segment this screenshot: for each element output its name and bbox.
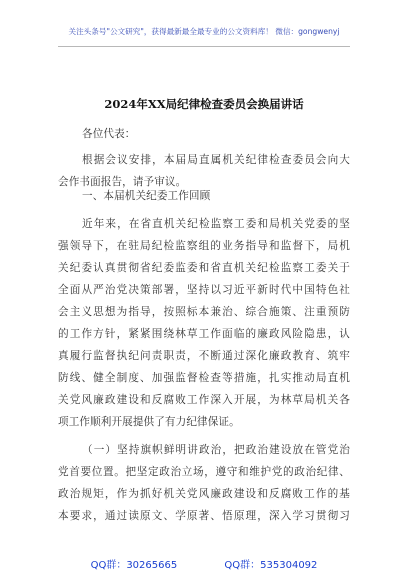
document-title: 2024年XX局纪律检查委员会换届讲话 (104, 97, 304, 111)
header-divider (58, 46, 350, 47)
intro-line: 根据会议安排，本届局直属机关纪律检查委员会向大 (82, 154, 350, 166)
paragraph-line: 政治规矩，作为抓好机关党风廉政建设和反腐败工作的基 (58, 488, 350, 500)
paragraph-line: 项工作顺利开展提供了有力纪律保证。 (58, 416, 240, 428)
header-note: 关注头条号"公文研究"，获得最新最全最专业的公文资料库！ 微信：gongwenyj (68, 27, 340, 36)
paragraph-line: 关纪委认真贯彻省纪委监委和省直机关纪检监察工委关于 (58, 262, 350, 274)
salutation: 各位代表： (82, 128, 136, 140)
paragraph-line: 本要求，通过读原文、学原著、悟原理，深入学习贯彻习 (58, 510, 350, 522)
intro-line: 会作书面报告，请予审议。 (58, 176, 187, 188)
footer-qq-group-1: QQ群：30265665 (90, 560, 178, 571)
subsection-heading: （一）坚持旗帜鲜明讲政治，把政治建设放在管党治 (82, 444, 350, 456)
paragraph-line: 防线、健全制度、加强监督检查等措施，扎实推动局直机 (58, 372, 350, 384)
footer-qq-group-2: QQ群：535304092 (224, 560, 318, 571)
paragraph-line: 的工作方针，紧紧围绕林草工作面临的廉政风险隐患，认 (58, 328, 350, 340)
footer-contacts (0, 556, 408, 571)
paragraph-line: 强领导下，在驻局纪检监察组的业务指导和监督下，局机 (58, 240, 350, 252)
paragraph-line: 全面从严治党决策部署，坚持以习近平新时代中国特色社 (58, 284, 350, 296)
paragraph-line: 关党风廉政建设和反腐败工作深入开展，为林草局机关各 (58, 394, 350, 406)
paragraph-line: 会主义思想为指导，按照标本兼治、综合施策、注重预防 (58, 306, 350, 318)
section-heading: 一、本届机关纪委工作回顾 (82, 190, 211, 202)
paragraph-line: 党首要位置。把坚定政治立场，遵守和维护党的政治纪律、 (58, 466, 350, 478)
paragraph-line: 近年来，在省直机关纪检监察工委和局机关党委的坚 (82, 218, 350, 230)
paragraph-line: 真履行监督执纪问责职责，不断通过深化廉政教育、筑牢 (58, 350, 350, 362)
